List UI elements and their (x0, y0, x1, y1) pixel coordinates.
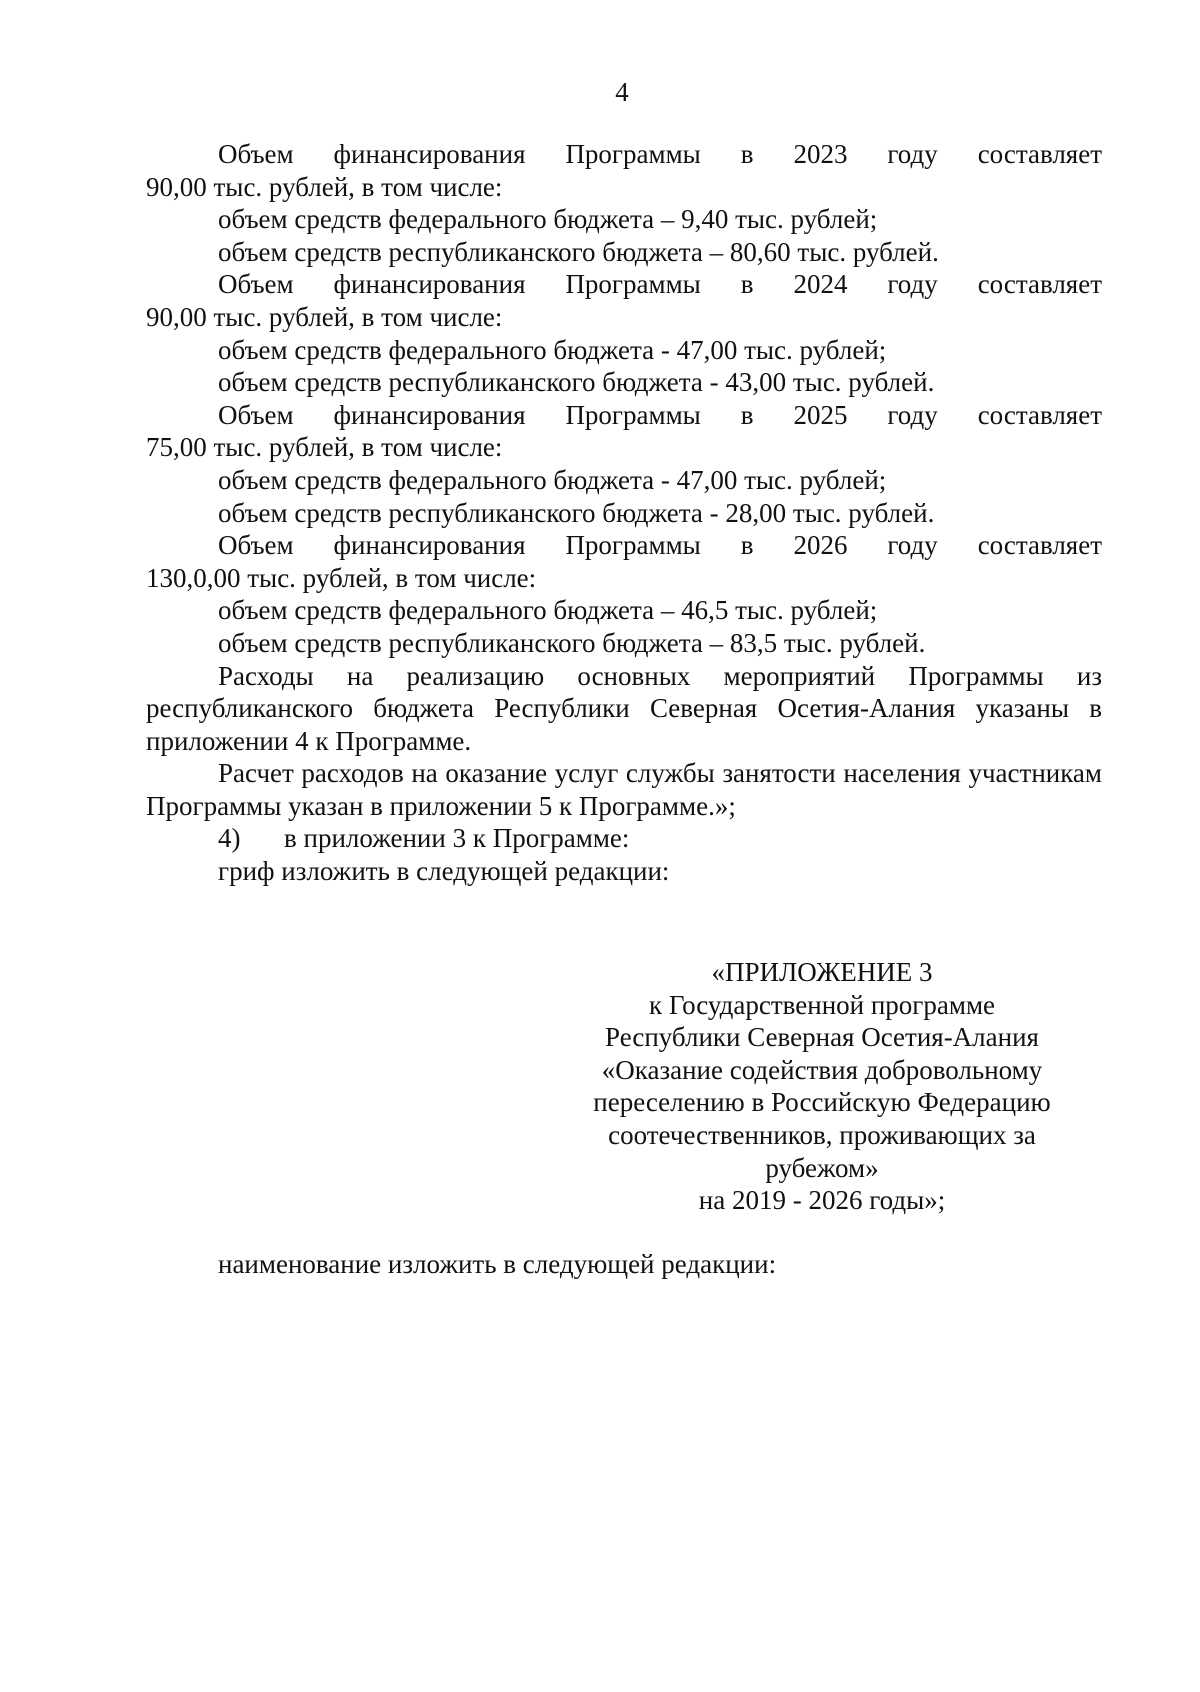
item-4 (146, 822, 1102, 855)
financing-2023-total: 90,00 тыс. рублей, в том числе: (146, 171, 503, 202)
word: году (887, 139, 938, 169)
financing-2026-federal: объем средств федерального бюджета – 46,5 тыс. рублей; (218, 595, 878, 626)
financing-2025-total: 75,00 тыс. рублей, в том числе: (146, 432, 503, 463)
financing-2026-republican: объем средств республиканского бюджета – 83,5 тыс. рублей. (218, 627, 926, 658)
financing-2025-republican: объем средств республиканского бюджета - 28,00 тыс. рублей. (218, 497, 935, 528)
word: в (740, 530, 754, 561)
word: в (740, 269, 754, 300)
calculation-paragraph: Расчет расходов на оказание услуг службы занятости населения участникам Программы указан в приложении 5 к Программе.»; (146, 758, 1102, 821)
appendix-line: «ПРИЛОЖЕНИЕ 3 (711, 957, 933, 987)
word: 2024 (793, 269, 848, 300)
item-4-text: в приложении 3 к Программе: (284, 823, 630, 854)
naming-line: наименование изложить в следующей редакции: (218, 1249, 777, 1279)
word: Объем (218, 530, 294, 561)
appendix-line: «Оказание содействия добровольному (601, 1054, 1043, 1085)
financing-2025-line1 (146, 399, 1102, 432)
financing-2024-republican: объем средств республиканского бюджета - 43,00 тыс. рублей. (218, 367, 935, 398)
word: финансирования (333, 269, 526, 300)
word: году (887, 399, 938, 430)
word: Программы (565, 269, 701, 300)
word: в (740, 399, 754, 430)
document-body (146, 138, 1102, 888)
appendix-line: Республики Северная Осетия-Алания (605, 1022, 1039, 1053)
financing-2024-total: 90,00 тыс. рублей, в том числе: (146, 301, 503, 332)
word: Объем (218, 269, 294, 300)
word: Программы (565, 399, 701, 430)
word: 2025 (793, 399, 848, 430)
word: году (887, 269, 938, 300)
financing-2023-republican: объем средств республиканского бюджета – 80,60 тыс. рублей. (218, 236, 939, 267)
word: составляет (977, 530, 1103, 561)
financing-2026-line1 (146, 529, 1102, 562)
financing-2026-total: 130,0,00 тыс. рублей, в том числе: (146, 562, 537, 593)
word: в (740, 139, 754, 169)
financing-2023-federal: объем средств федерального бюджета – 9,40 тыс. рублей; (218, 204, 878, 235)
word: составляет (977, 399, 1103, 430)
word: финансирования (333, 399, 526, 430)
appendix-line: соотечественников, проживающих за (608, 1119, 1036, 1150)
appendix-line: на 2019 - 2026 годы»; (698, 1185, 946, 1216)
appendix-grif-block (572, 956, 1072, 1217)
word: составляет (977, 269, 1103, 300)
word: Объем (218, 399, 294, 430)
word: Объем (218, 139, 294, 169)
appendix-line: переселению в Российскую Федерацию (593, 1087, 1051, 1118)
word: Программы (565, 530, 701, 561)
word: Программы (565, 139, 701, 169)
word: 2026 (793, 530, 848, 561)
financing-2024-line1 (146, 268, 1102, 301)
word: финансирования (333, 530, 526, 561)
word: составляет (977, 139, 1103, 169)
financing-2023-line1 (146, 138, 1102, 171)
financing-2025-federal: объем средств федерального бюджета - 47,00 тыс. рублей; (218, 464, 887, 495)
appendix-line: к Государственной программе (648, 989, 996, 1020)
page-number: 4 (615, 77, 629, 107)
word: году (887, 530, 938, 561)
expenses-paragraph: Расходы на реализацию основных мероприятий Программы из республиканского бюджета Республики Северная Осетия-Алания указаны в приложении 4 к Программе. (146, 660, 1102, 756)
word: 2023 (793, 139, 848, 169)
grif-line: гриф изложить в следующей редакции: (218, 856, 670, 887)
word: финансирования (333, 139, 526, 169)
item-4-number: 4) (218, 823, 241, 854)
appendix-line: рубежом» (765, 1152, 879, 1183)
financing-2024-federal: объем средств федерального бюджета - 47,00 тыс. рублей; (218, 334, 887, 365)
